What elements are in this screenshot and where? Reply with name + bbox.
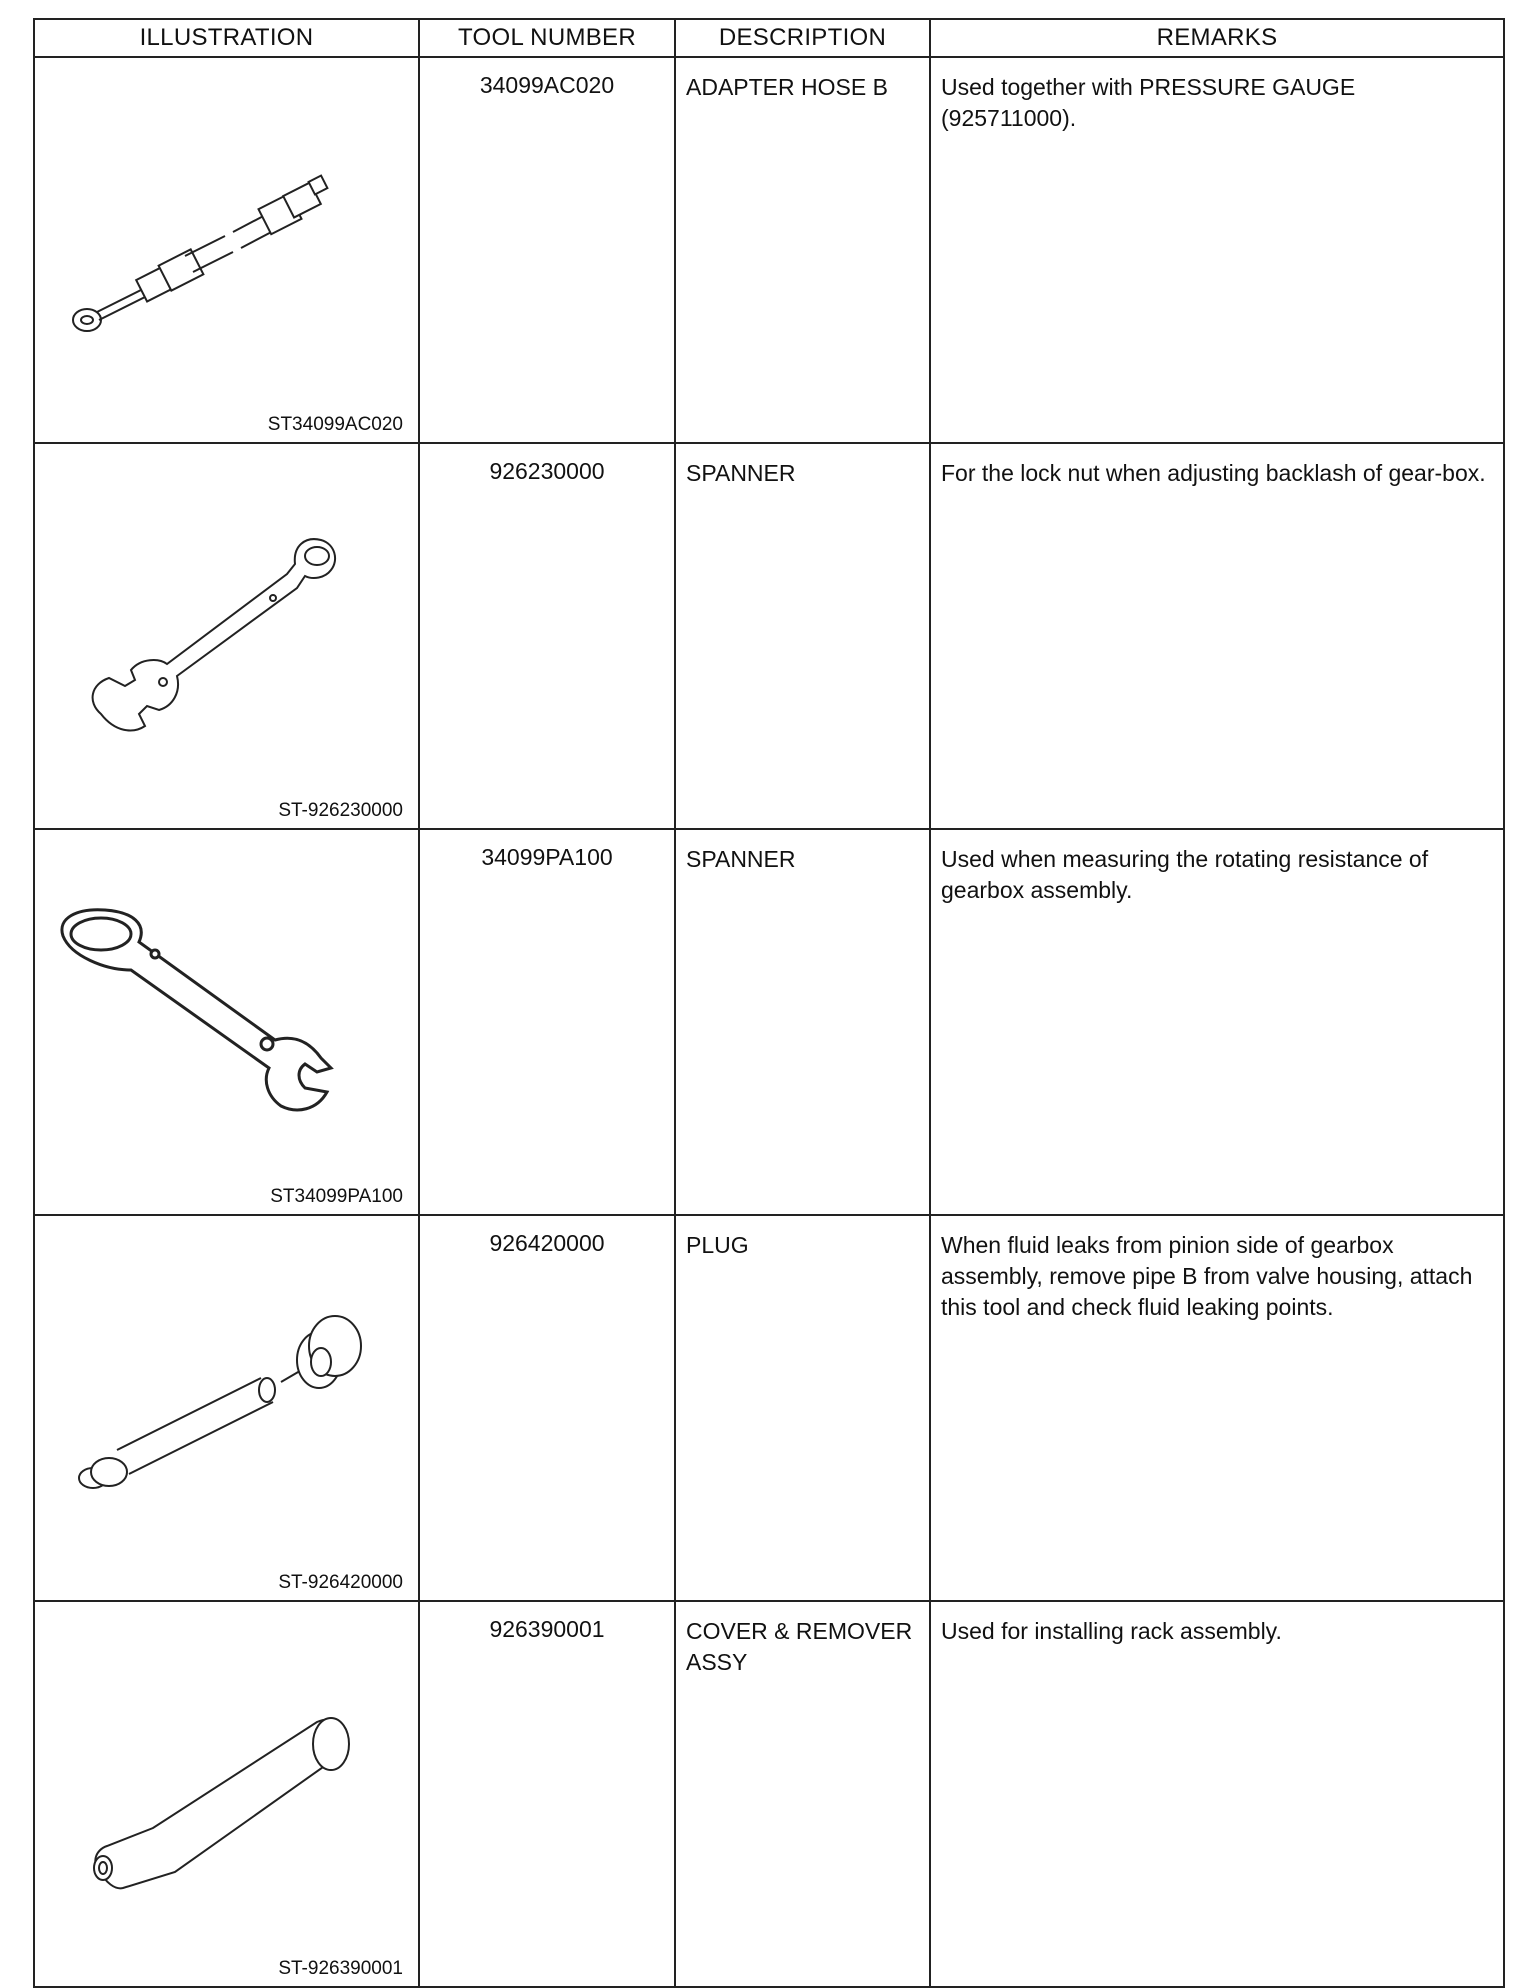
tool-description: ADAPTER HOSE B bbox=[675, 57, 930, 443]
tool-number: 926390001 bbox=[419, 1601, 675, 1987]
table-row bbox=[34, 57, 1504, 443]
header-illustration: ILLUSTRATION bbox=[34, 19, 419, 57]
illustration-cell bbox=[34, 443, 419, 829]
header-remarks: REMARKS bbox=[930, 19, 1504, 57]
illustration-cell bbox=[34, 829, 419, 1215]
tool-description: SPANNER bbox=[675, 443, 930, 829]
spanner-icon bbox=[35, 444, 416, 814]
table-row bbox=[34, 829, 1504, 1215]
tool-remarks: For the lock nut when adjusting backlash of gear-box. bbox=[930, 443, 1504, 829]
adapter-hose-icon bbox=[35, 58, 416, 428]
tool-remarks: When fluid leaks from pinion side of gearbox assembly, remove pipe B from valve housing, attach this tool and check fluid leaking points. bbox=[930, 1215, 1504, 1601]
illustration-caption: ST34099AC020 bbox=[267, 414, 403, 435]
cover-remover-icon bbox=[35, 1602, 416, 1972]
ring-spanner-icon bbox=[35, 830, 416, 1200]
plug-icon bbox=[35, 1216, 416, 1586]
table-row bbox=[34, 1601, 1504, 1987]
illustration-caption: ST-926420000 bbox=[278, 1572, 403, 1593]
tool-number: 926230000 bbox=[419, 443, 675, 829]
illustration-caption: ST-926390001 bbox=[278, 1958, 403, 1979]
tool-description: SPANNER bbox=[675, 829, 930, 1215]
special-tools-table bbox=[33, 18, 1505, 1988]
illustration-cell bbox=[34, 1215, 419, 1601]
table-row bbox=[34, 1215, 1504, 1601]
tool-number: 34099PA100 bbox=[419, 829, 675, 1215]
tool-remarks: Used for installing rack assembly. bbox=[930, 1601, 1504, 1987]
header-tool-number: TOOL NUMBER bbox=[419, 19, 675, 57]
illustration-cell bbox=[34, 1601, 419, 1987]
table-row bbox=[34, 443, 1504, 829]
illustration-cell bbox=[34, 57, 419, 443]
tool-description: COVER & REMOVER ASSY bbox=[675, 1601, 930, 1987]
illustration-caption: ST-926230000 bbox=[278, 800, 403, 821]
tool-remarks: Used together with PRESSURE GAUGE (925711000). bbox=[930, 57, 1504, 443]
header-description: DESCRIPTION bbox=[675, 19, 930, 57]
tool-remarks: Used when measuring the rotating resistance of gearbox assembly. bbox=[930, 829, 1504, 1215]
tool-description: PLUG bbox=[675, 1215, 930, 1601]
table-header-row bbox=[34, 19, 1504, 57]
tool-number: 926420000 bbox=[419, 1215, 675, 1601]
illustration-caption: ST34099PA100 bbox=[270, 1186, 403, 1207]
tool-number: 34099AC020 bbox=[419, 57, 675, 443]
